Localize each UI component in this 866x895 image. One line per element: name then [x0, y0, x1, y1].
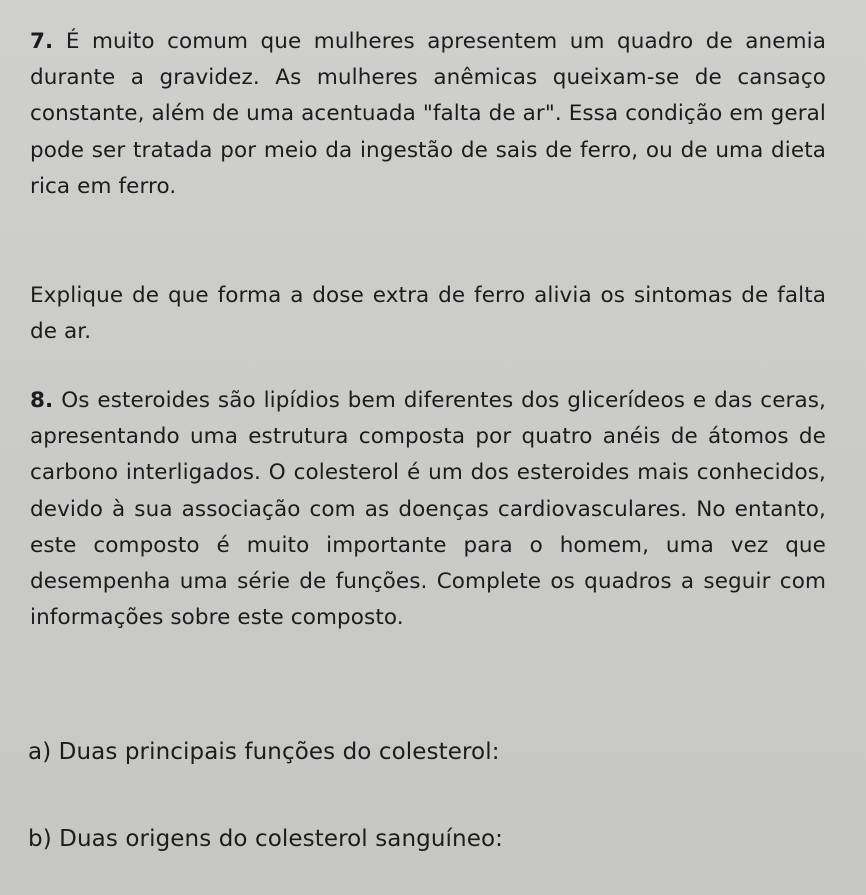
- question-7-number: 7.: [30, 29, 54, 54]
- question-8-text: Os esteroides são lipídios bem diferentes dos glicerídeos e das ceras, apresentando uma estrutura composta por quatro anéis de átomos de carbono interligados. O colesterol é um dos esteroides mais conhecidos, devido à sua associação com as doenças cardiovasculares. No entanto, este composto é muito importante para o homem, uma vez que desempenha uma série de funções. Complete os quadros a seguir com informações sobre este composto.: [30, 388, 826, 631]
- question-8-number: 8.: [30, 388, 54, 413]
- question-8: [30, 383, 826, 636]
- question-7-text: É muito comum que mulheres apresentem um quadro de anemia durante a gravidez. As mulheres anêmicas queixam-se de cansaço constante, além de uma acentuada "falta de ar". Essa condição em geral pode ser tratada por meio da ingestão de sais de ferro, ou de uma dieta rica em ferro.: [30, 29, 826, 199]
- question-8-item-b: b) Duas origens do colesterol sanguíneo:: [28, 826, 503, 852]
- question-7-prompt: Explique de que forma a dose extra de ferro alivia os sintomas de falta de ar.: [30, 283, 826, 345]
- question-8-item-a: a) Duas principais funções do colesterol:: [28, 739, 500, 765]
- question-7: [30, 24, 826, 205]
